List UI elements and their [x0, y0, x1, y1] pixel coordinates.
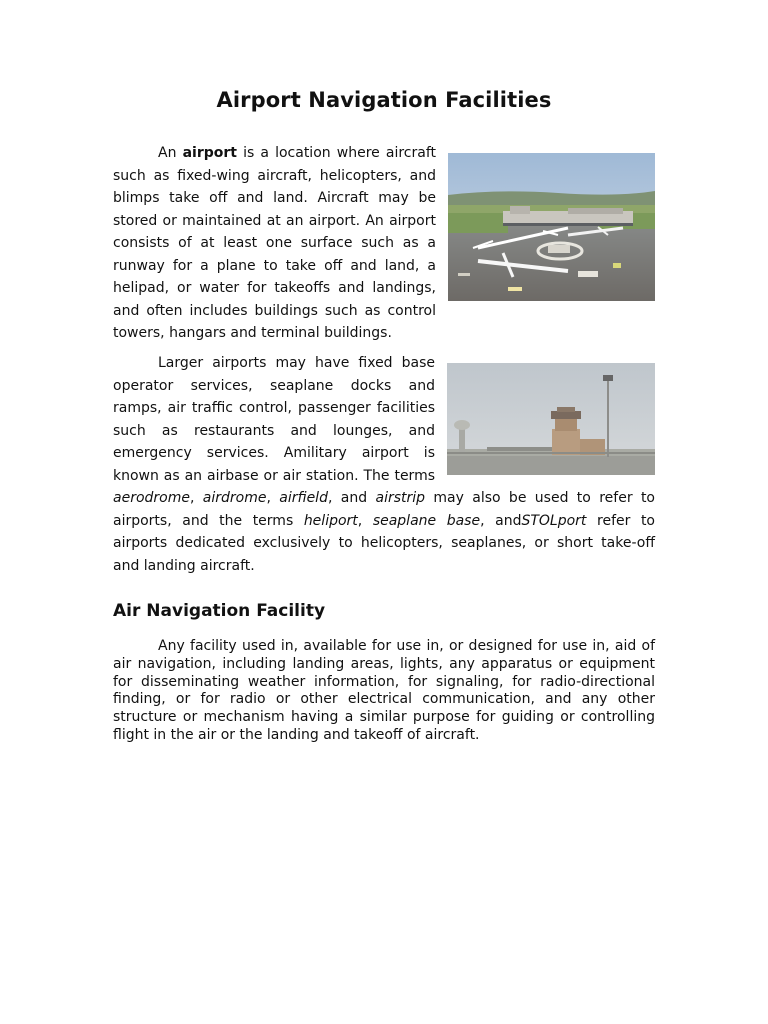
term-heliport: heliport [303, 512, 358, 529]
paragraph-airport: An airport is a location where aircraft such as fixed-wing aircraft, helicopters, and blimps take off and land. Aircraft may be stored or maintained at an airport. An airport consists of at least one surface such as a runway for a plane to take off and land, a helipad, or water for takeoffs and landings, and often includes buildings such as control towers, hangars and terminal buildings. [113, 142, 655, 345]
control-tower-photo [447, 363, 655, 475]
term-airfield: airfield [279, 490, 328, 506]
paragraph-air-navigation-facility: Any facility used in, available for use in, or designed for use in, aid of air navigation, including landing areas, lights, any apparatus or equipment for disseminating weather information, for signaling, for radio-directional finding, or for radio or other electrical communication, and any other structure or mechanism having a similar purpose for guiding or controlling flight in the air or the landing and takeoff of aircraft. [113, 638, 655, 743]
term-aerodrome: aerodrome [113, 490, 190, 506]
term-seaplane-base: seaplane base [372, 512, 481, 529]
page-title: Airport Navigation Facilities [216, 88, 552, 112]
airport-aerial-photo [448, 153, 655, 301]
term-airdrome: airdrome [202, 490, 267, 506]
term-airport: airport [182, 145, 237, 161]
section-heading: Air Navigation Facility [113, 601, 326, 621]
term-stolport: STOLport [521, 512, 587, 529]
paragraph-larger-airports: Larger airports may have fixed base operator services, seaplane docks and ramps, air traffic control, passenger facilities such as restaurants and lounges, and emergency services. Amilitary airport is known as an airbase or air station. The terms aerodrome, airdrome, airfield, and airstrip may also be used to refer to airports, and the terms heliport, seaplane base, andSTOLport refer to airports dedicated exclusively to helicopters, seaplanes, or short take-off and landing aircraft. [113, 355, 655, 574]
term-airstrip: airstrip [375, 490, 426, 506]
